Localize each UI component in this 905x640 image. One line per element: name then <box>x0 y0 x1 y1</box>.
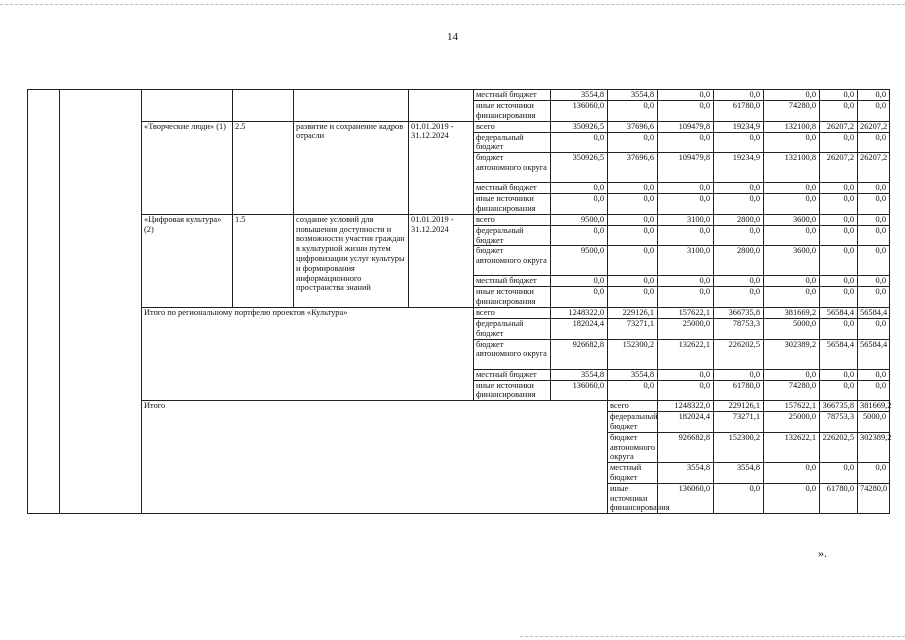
value-cell: 9500,0 <box>551 246 608 276</box>
value-cell: 0,0 <box>820 225 858 246</box>
value-cell: 0,0 <box>608 380 658 401</box>
value-cell: 0,0 <box>764 183 820 194</box>
value-cell: 0,0 <box>858 101 890 122</box>
value-cell: 56584,4 <box>820 339 858 369</box>
value-cell: 0,0 <box>714 132 764 153</box>
budget-table <box>27 89 890 514</box>
table-row <box>28 90 890 101</box>
value-cell: 3554,8 <box>658 463 714 484</box>
col-period-cell <box>409 90 474 122</box>
value-cell: 26207,2 <box>820 153 858 183</box>
value-cell: 366735,8 <box>714 307 764 318</box>
value-cell: 0,0 <box>714 90 764 101</box>
value-cell: 3554,8 <box>608 369 658 380</box>
value-cell: 0,0 <box>551 183 608 194</box>
value-cell: 0,0 <box>820 214 858 225</box>
value-cell: 0,0 <box>764 225 820 246</box>
source-label: федеральный бюджет <box>474 225 551 246</box>
value-cell: 366735,8 <box>820 401 858 412</box>
value-cell: 229126,1 <box>714 401 764 412</box>
col-code-cell <box>233 90 294 122</box>
value-cell: 132100,8 <box>764 153 820 183</box>
value-cell: 0,0 <box>764 132 820 153</box>
source-label: всего <box>474 307 551 318</box>
value-cell: 136060,0 <box>551 380 608 401</box>
value-cell: 381669,2 <box>764 307 820 318</box>
value-cell: 0,0 <box>714 194 764 215</box>
value-cell: 3100,0 <box>658 214 714 225</box>
value-cell: 0,0 <box>820 276 858 287</box>
value-cell: 0,0 <box>820 101 858 122</box>
source-label: всего <box>608 401 658 412</box>
project-goal: развитие и сохранение кадров отрасли <box>294 121 409 214</box>
value-cell: 3600,0 <box>764 214 820 225</box>
source-label: местный бюджет <box>474 369 551 380</box>
value-cell: 109479,8 <box>658 153 714 183</box>
value-cell: 0,0 <box>858 132 890 153</box>
value-cell: 182024,4 <box>551 318 608 339</box>
value-cell: 152300,2 <box>608 339 658 369</box>
closing-quote: ». <box>818 546 827 560</box>
value-cell: 0,0 <box>764 276 820 287</box>
col-project-cell <box>142 90 233 122</box>
value-cell: 0,0 <box>551 287 608 308</box>
value-cell: 0,0 <box>820 318 858 339</box>
value-cell: 381669,2 <box>858 401 890 412</box>
value-cell: 3554,8 <box>714 463 764 484</box>
value-cell: 0,0 <box>608 132 658 153</box>
table-row <box>28 401 890 412</box>
value-cell: 0,0 <box>714 287 764 308</box>
project-name: «Творческие люди» (1) <box>142 121 233 214</box>
grand-total-label: Итого <box>142 401 608 514</box>
project-name: «Цифровая культура» (2) <box>142 214 233 307</box>
value-cell: 9500,0 <box>551 214 608 225</box>
value-cell: 78753,3 <box>714 318 764 339</box>
value-cell: 0,0 <box>858 276 890 287</box>
value-cell: 0,0 <box>608 214 658 225</box>
value-cell: 19234,9 <box>714 153 764 183</box>
value-cell: 132622,1 <box>764 432 820 462</box>
value-cell: 0,0 <box>858 225 890 246</box>
source-label: иные источники финансирования <box>474 380 551 401</box>
value-cell: 0,0 <box>658 225 714 246</box>
value-cell: 0,0 <box>858 90 890 101</box>
value-cell: 109479,8 <box>658 121 714 132</box>
value-cell: 302389,2 <box>764 339 820 369</box>
value-cell: 136060,0 <box>658 483 714 513</box>
value-cell: 0,0 <box>858 183 890 194</box>
value-cell: 350926,5 <box>551 121 608 132</box>
value-cell: 0,0 <box>764 90 820 101</box>
value-cell: 0,0 <box>858 463 890 484</box>
project-goal: создание условий для повышения доступности и возможности участия граждан в культурной жизни путем цифровизации услуг культуры и формирования информационного пространства знаний <box>294 214 409 307</box>
value-cell: 1248322,0 <box>658 401 714 412</box>
value-cell: 73271,1 <box>714 412 764 433</box>
source-label: федеральный бюджет <box>474 132 551 153</box>
value-cell: 37696,6 <box>608 121 658 132</box>
source-label: иные источники финансирования <box>474 287 551 308</box>
value-cell: 61780,0 <box>714 101 764 122</box>
value-cell: 0,0 <box>764 287 820 308</box>
value-cell: 25000,0 <box>658 318 714 339</box>
value-cell: 0,0 <box>764 463 820 484</box>
value-cell: 78753,3 <box>820 412 858 433</box>
value-cell: 61780,0 <box>820 483 858 513</box>
value-cell: 350926,5 <box>551 153 608 183</box>
value-cell: 0,0 <box>764 194 820 215</box>
portfolio-total-label: Итого по региональному портфелю проектов «Культура» <box>142 307 474 400</box>
value-cell: 152300,2 <box>714 432 764 462</box>
value-cell: 926682,8 <box>658 432 714 462</box>
value-cell: 0,0 <box>658 380 714 401</box>
source-label: местный бюджет <box>474 183 551 194</box>
project-code: 1.5 <box>233 214 294 307</box>
value-cell: 1248322,0 <box>551 307 608 318</box>
project-period: 01.01.2019 - 31.12.2024 <box>409 214 474 307</box>
value-cell: 0,0 <box>608 183 658 194</box>
value-cell: 0,0 <box>858 246 890 276</box>
value-cell: 0,0 <box>858 380 890 401</box>
value-cell: 226202,5 <box>820 432 858 462</box>
value-cell: 302389,2 <box>858 432 890 462</box>
value-cell: 3554,8 <box>608 90 658 101</box>
value-cell: 0,0 <box>658 287 714 308</box>
source-label: иные источники финансирования <box>474 194 551 215</box>
value-cell: 5000,0 <box>764 318 820 339</box>
value-cell: 0,0 <box>608 276 658 287</box>
project-period: 01.01.2019 - 31.12.2024 <box>409 121 474 214</box>
value-cell: 26207,2 <box>858 121 890 132</box>
source-label: местный бюджет <box>474 90 551 101</box>
value-cell: 0,0 <box>858 318 890 339</box>
value-cell: 0,0 <box>858 369 890 380</box>
page-number: 14 <box>447 31 458 43</box>
source-label: иные источники финансирования <box>474 101 551 122</box>
value-cell: 56584,4 <box>858 339 890 369</box>
value-cell: 0,0 <box>858 287 890 308</box>
col-goal-cell <box>294 90 409 122</box>
value-cell: 0,0 <box>820 287 858 308</box>
source-label: местный бюджет <box>608 463 658 484</box>
value-cell: 3600,0 <box>764 246 820 276</box>
value-cell: 132100,8 <box>764 121 820 132</box>
value-cell: 0,0 <box>658 90 714 101</box>
value-cell: 0,0 <box>608 101 658 122</box>
source-label: федеральный бюджет <box>608 412 658 433</box>
value-cell: 0,0 <box>764 369 820 380</box>
value-cell: 229126,1 <box>608 307 658 318</box>
value-cell: 0,0 <box>858 214 890 225</box>
value-cell: 25000,0 <box>764 412 820 433</box>
value-cell: 132622,1 <box>658 339 714 369</box>
value-cell: 0,0 <box>551 225 608 246</box>
value-cell: 19234,9 <box>714 121 764 132</box>
table-row <box>28 307 890 318</box>
value-cell: 0,0 <box>714 183 764 194</box>
project-code: 2.5 <box>233 121 294 214</box>
value-cell: 74280,0 <box>858 483 890 513</box>
source-label: всего <box>474 121 551 132</box>
value-cell: 157622,1 <box>764 401 820 412</box>
value-cell: 5000,0 <box>858 412 890 433</box>
value-cell: 0,0 <box>608 287 658 308</box>
value-cell: 0,0 <box>858 194 890 215</box>
value-cell: 37696,6 <box>608 153 658 183</box>
value-cell: 3100,0 <box>658 246 714 276</box>
value-cell: 0,0 <box>658 183 714 194</box>
value-cell: 0,0 <box>820 90 858 101</box>
value-cell: 136060,0 <box>551 101 608 122</box>
value-cell: 74280,0 <box>764 380 820 401</box>
value-cell: 0,0 <box>714 369 764 380</box>
source-label: бюджет автономного округа <box>474 153 551 183</box>
value-cell: 0,0 <box>551 276 608 287</box>
col-number-cell <box>28 90 60 514</box>
value-cell: 74280,0 <box>764 101 820 122</box>
table-row <box>28 121 890 132</box>
value-cell: 226202,5 <box>714 339 764 369</box>
source-label: бюджет автономного округа <box>474 339 551 369</box>
value-cell: 0,0 <box>820 246 858 276</box>
value-cell: 61780,0 <box>714 380 764 401</box>
value-cell: 0,0 <box>714 225 764 246</box>
value-cell: 0,0 <box>764 483 820 513</box>
col-program-cell <box>60 90 142 514</box>
value-cell: 0,0 <box>820 463 858 484</box>
source-label: бюджет автономного округа <box>474 246 551 276</box>
value-cell: 0,0 <box>608 246 658 276</box>
value-cell: 0,0 <box>820 380 858 401</box>
scan-edge-bottom <box>520 636 905 637</box>
value-cell: 0,0 <box>714 276 764 287</box>
value-cell: 0,0 <box>820 369 858 380</box>
scan-edge-top <box>0 4 905 5</box>
source-label: всего <box>474 214 551 225</box>
value-cell: 56584,4 <box>820 307 858 318</box>
value-cell: 157622,1 <box>658 307 714 318</box>
value-cell: 2800,0 <box>714 214 764 225</box>
value-cell: 0,0 <box>820 194 858 215</box>
value-cell: 0,0 <box>714 483 764 513</box>
value-cell: 0,0 <box>820 183 858 194</box>
source-label: иные источники финансирования <box>608 483 658 513</box>
value-cell: 926682,8 <box>551 339 608 369</box>
value-cell: 0,0 <box>658 194 714 215</box>
source-label: местный бюджет <box>474 276 551 287</box>
value-cell: 56584,4 <box>858 307 890 318</box>
value-cell: 73271,1 <box>608 318 658 339</box>
value-cell: 0,0 <box>658 276 714 287</box>
value-cell: 0,0 <box>551 132 608 153</box>
value-cell: 0,0 <box>658 132 714 153</box>
value-cell: 26207,2 <box>820 121 858 132</box>
value-cell: 0,0 <box>551 194 608 215</box>
value-cell: 182024,4 <box>658 412 714 433</box>
source-label: федеральный бюджет <box>474 318 551 339</box>
value-cell: 0,0 <box>658 369 714 380</box>
value-cell: 3554,8 <box>551 369 608 380</box>
value-cell: 0,0 <box>608 194 658 215</box>
source-label: бюджет автономного округа <box>608 432 658 462</box>
value-cell: 3554,8 <box>551 90 608 101</box>
value-cell: 0,0 <box>820 132 858 153</box>
value-cell: 0,0 <box>658 101 714 122</box>
value-cell: 2800,0 <box>714 246 764 276</box>
table-row <box>28 214 890 225</box>
value-cell: 0,0 <box>608 225 658 246</box>
value-cell: 26207,2 <box>858 153 890 183</box>
